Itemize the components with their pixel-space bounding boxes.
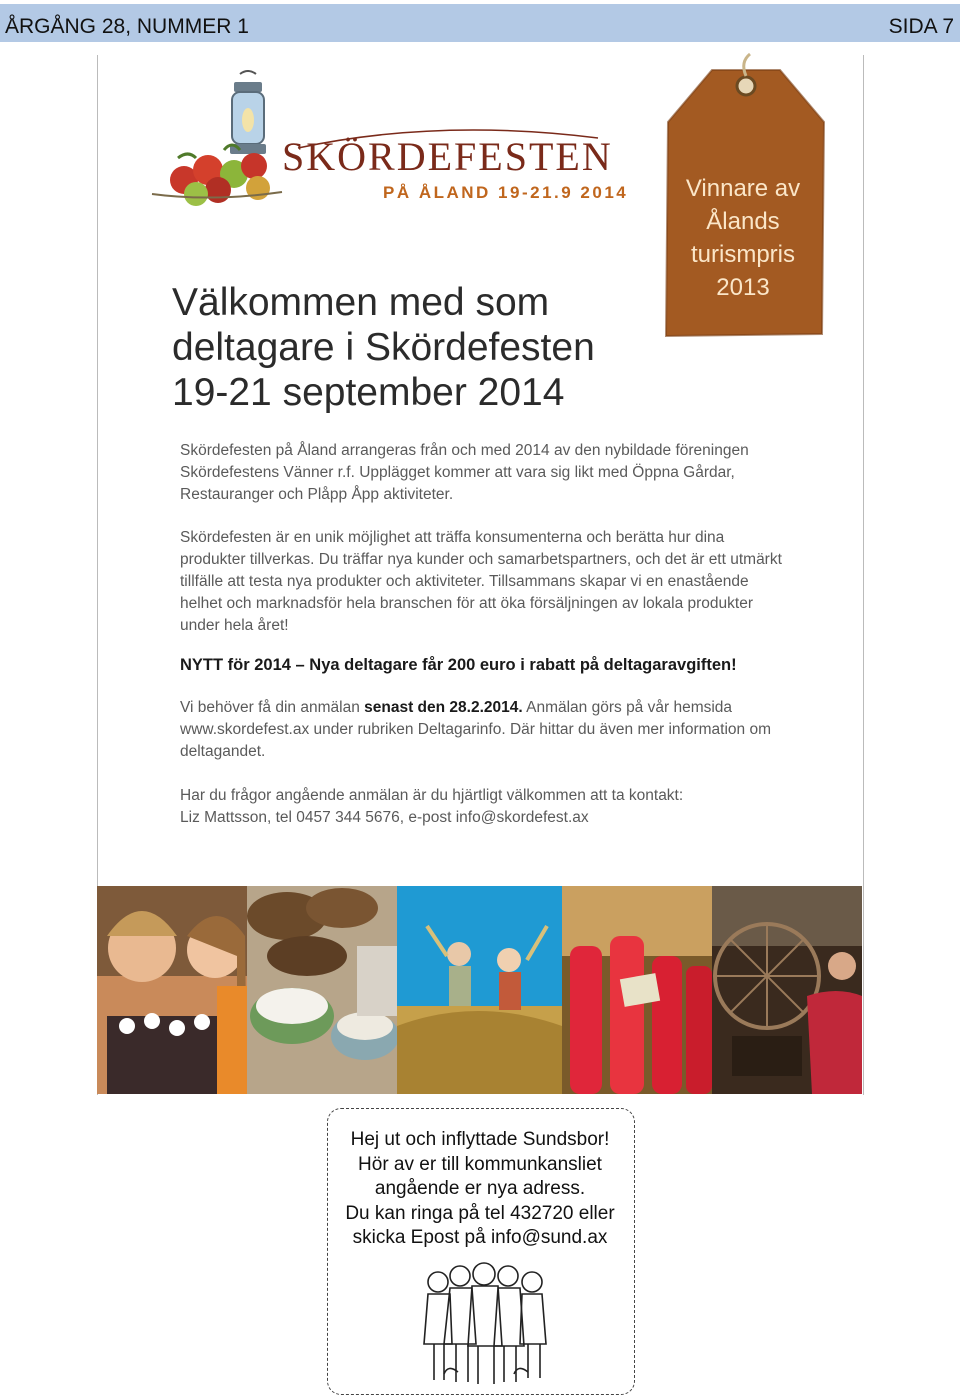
description-paragraph: Skördefesten är en unik möjlighet att träffa konsumenterna och berätta hur dina produkter tillverkas. Du träffar nya kunder och samarbetspartners, och det är ett utmärkt tillfälle att testa nya produkter och aktiviteter. Tillsammans skapar vi en enastående helhet och marknadsför hela branschen för att öka försäljningen av lokala produkter under hela året! [180, 529, 782, 634]
registration-paragraph [180, 697, 786, 763]
notice-line: Du kan ringa på tel 432720 eller [345, 1202, 615, 1224]
logo-title: SKÖRDEFESTEN [282, 134, 613, 179]
spinning-wheel-photo [712, 886, 862, 1094]
award-line: Vinnare av [685, 175, 801, 202]
award-line: turismpris [690, 241, 795, 268]
issue-label: ÅRGÅNG 28, NUMMER 1 [5, 15, 249, 38]
notice-line: skicka Epost på info@sund.ax [352, 1227, 608, 1248]
intro-paragraph: Skördefesten på Åland arrangeras från och med 2014 av den nybildade föreningen Skördefestens Vänner r.f. Upplägget kommer att vara sig likt med Öppna Gårdar, Restauranger och Plåpp Åpp aktiviteter. [180, 442, 749, 503]
lantern-icon [230, 71, 266, 154]
award-line: Ålands [706, 208, 780, 235]
baking-photo [247, 886, 397, 1094]
photo-strip [97, 886, 862, 1094]
notice-line: Hej ut och inflyttade Sundsbor! [350, 1129, 610, 1150]
award-line: 2013 [716, 274, 770, 301]
notice-line: angående er nya adress. [374, 1178, 586, 1199]
page-number: SIDA 7 [888, 15, 954, 38]
apple-icon [241, 153, 267, 179]
registration-text: Vi behöver få din anmälan [180, 699, 365, 716]
headline [172, 280, 652, 415]
award-text [672, 172, 814, 304]
contact-paragraph [180, 785, 786, 829]
people-group-icon [416, 1262, 556, 1386]
headline-line: Välkommen med som [172, 281, 550, 324]
apple-icon [205, 177, 231, 203]
bottles-photo [562, 886, 712, 1094]
apple-icon [184, 182, 208, 206]
notice-text [336, 1128, 624, 1251]
contact-details: Liz Mattsson, tel 0457 344 5676, e-post info@skordefest.ax [180, 809, 589, 826]
contact-line: Har du frågor angående anmälan är du hjärtligt välkommen att ta kontakt: [180, 787, 684, 804]
headline-line: 19-21 september 2014 [172, 371, 565, 414]
logo-subtitle: PÅ ÅLAND 19-21.9 2014 [383, 183, 629, 202]
notice-line: Hör av er till kommunkansliet [358, 1153, 602, 1175]
page-header [0, 4, 960, 42]
news-highlight: NYTT för 2014 – Nya deltagare får 200 euro i rabatt på deltagaravgiften! [180, 656, 737, 674]
children-photo [97, 886, 247, 1094]
hay-jump-photo [397, 886, 562, 1094]
headline-line: deltagare i Skördefesten [172, 326, 595, 369]
registration-text-cont: Anmälan görs på vår hemsida www.skordefest.ax under rubriken Deltagarinfo. Där hittar du även mer information om deltagandet. [180, 699, 771, 760]
deadline-text: senast den 28.2.2014. [364, 699, 523, 716]
